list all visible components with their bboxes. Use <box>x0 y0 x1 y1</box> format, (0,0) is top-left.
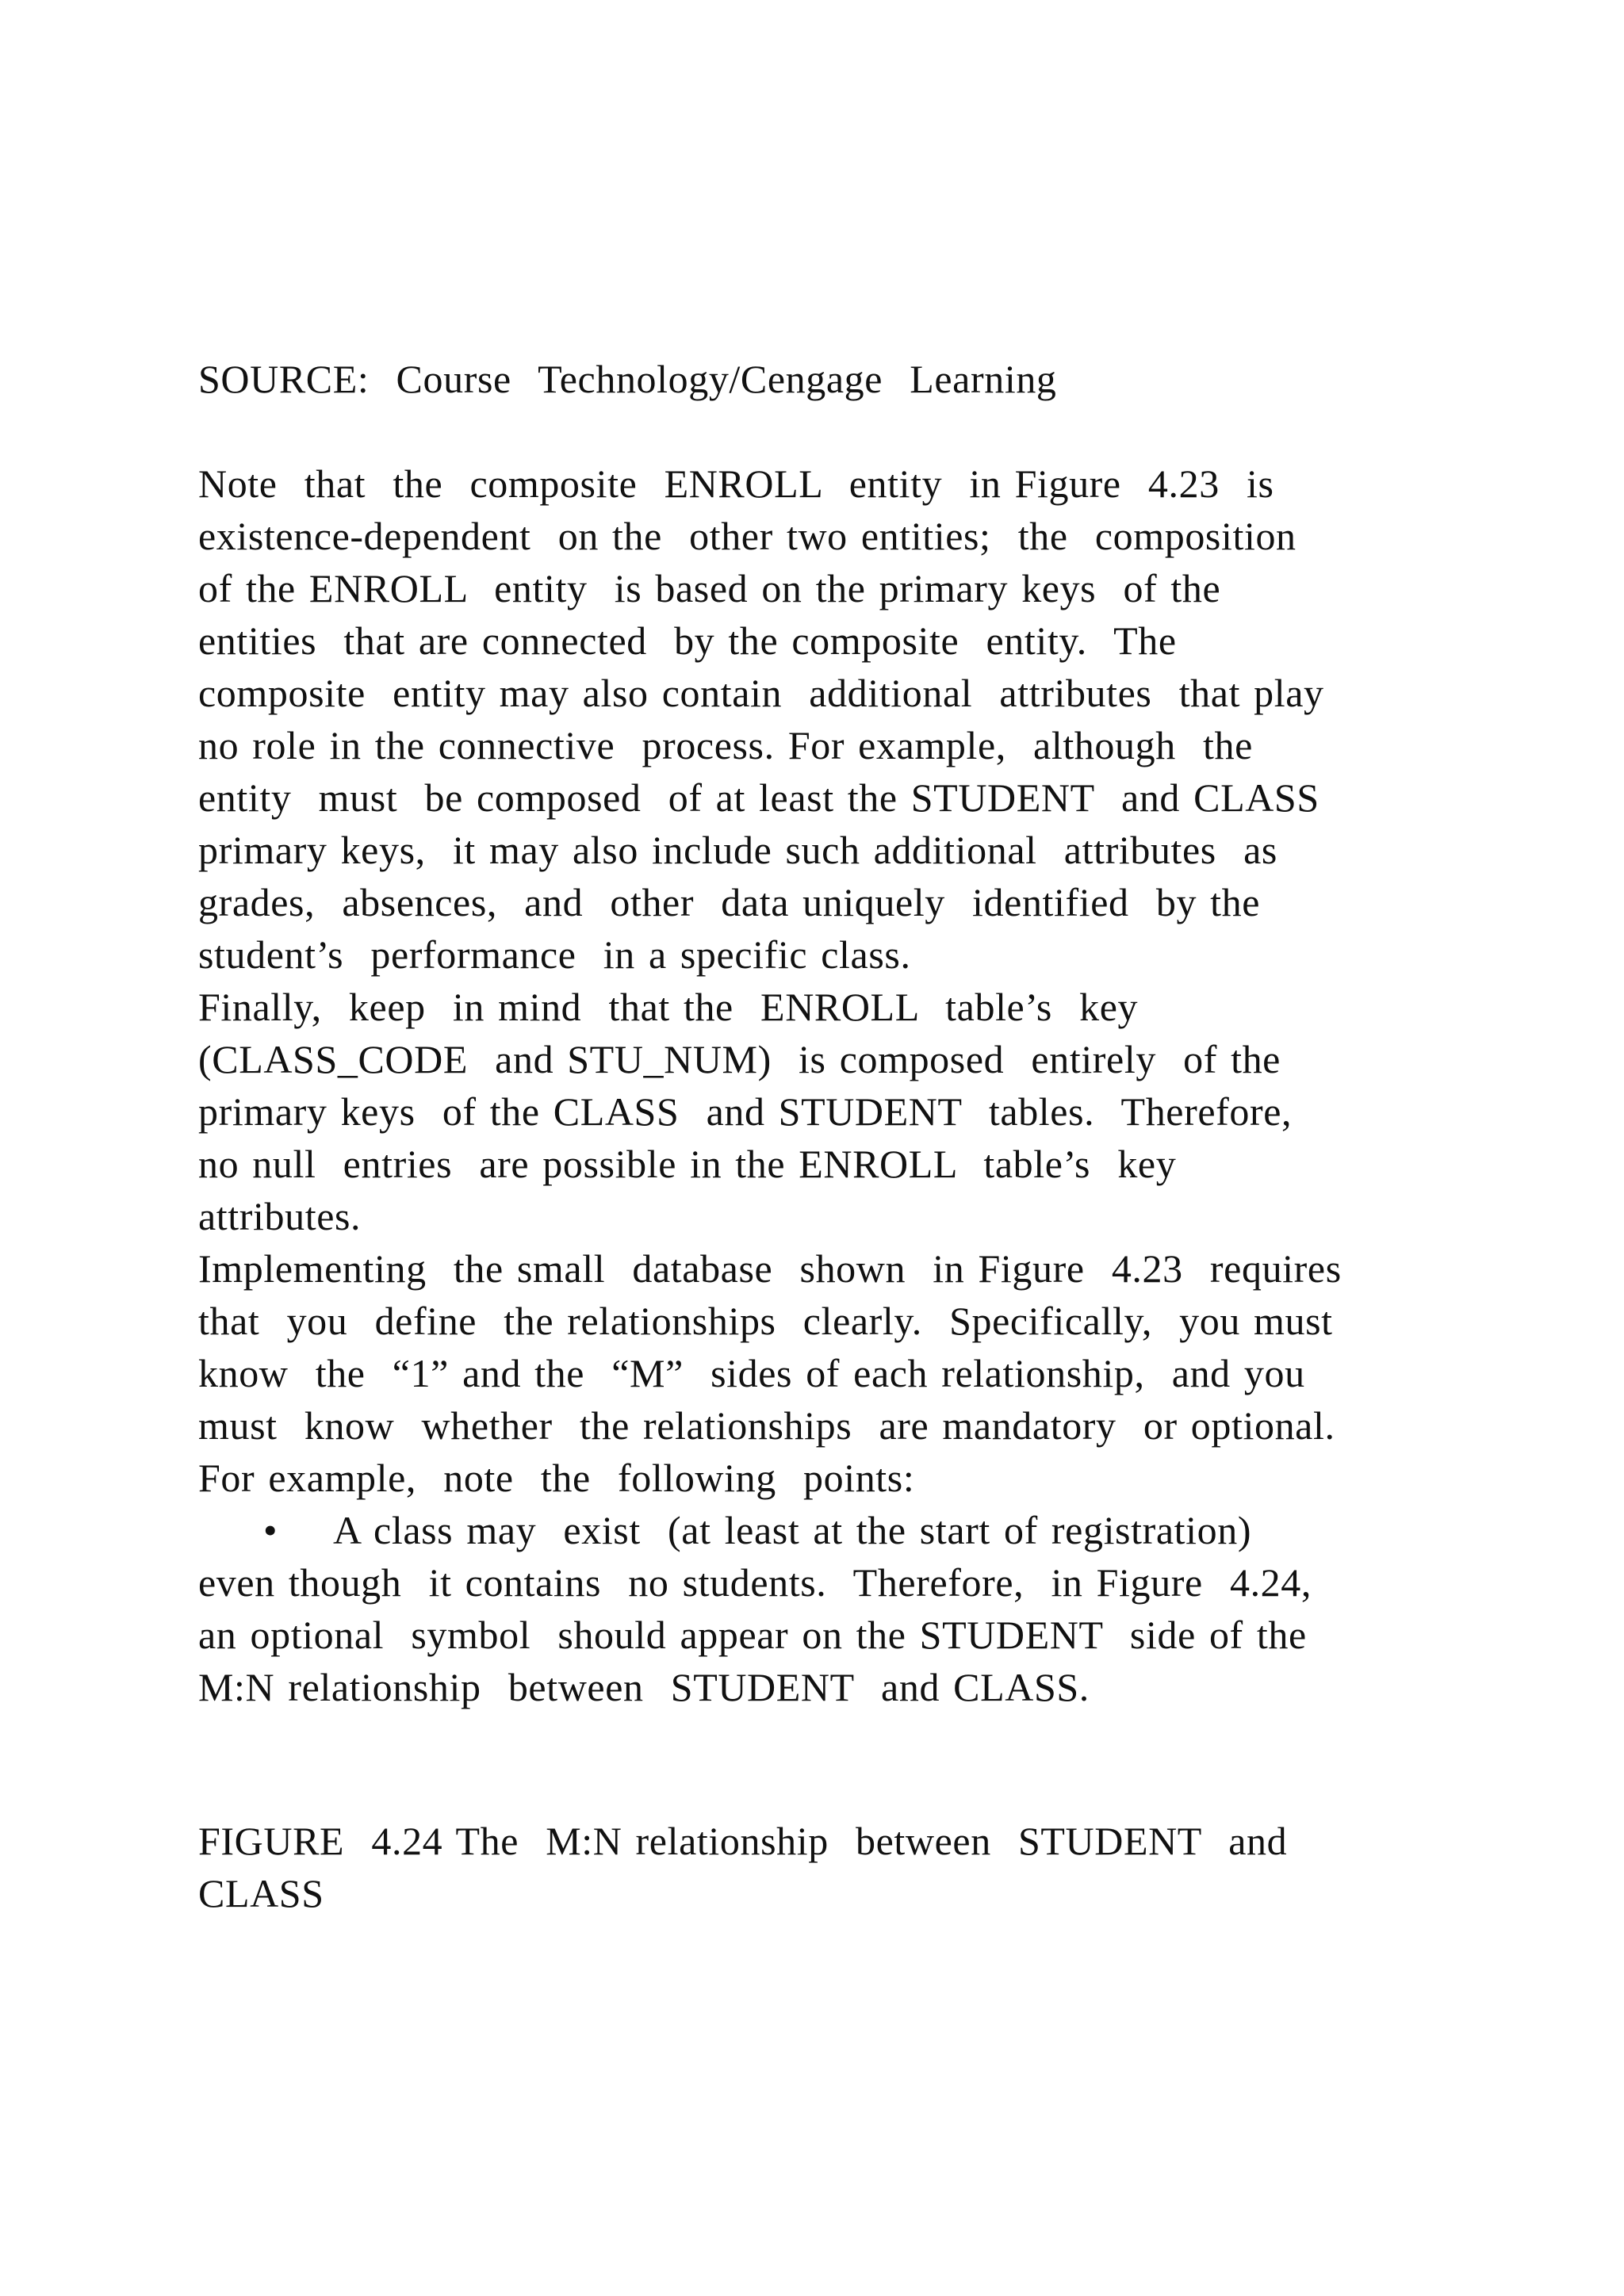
paragraph-1-line: grades, absences, and other data uniquely identified by the <box>198 880 1261 924</box>
paragraph-1-line: Note that the composite ENROLL entity in Figure 4.23 is <box>198 461 1274 506</box>
paragraph-1-line: composite entity may also contain additional attributes that play <box>198 671 1324 715</box>
paragraph-2-line: Finally, keep in mind that the ENROLL table’s key <box>198 985 1139 1029</box>
paragraph-1-line: primary keys, it may also include such additional attributes as <box>198 828 1277 872</box>
paragraph-3-line: must know whether the relationships are mandatory or optional. <box>198 1403 1335 1448</box>
figure-caption-line: CLASS <box>198 1871 324 1915</box>
bullet-line: an optional symbol should appear on the STUDENT side of the <box>198 1613 1307 1657</box>
paragraph-1-line: no role in the connective process. For example, although the <box>198 723 1253 767</box>
paragraph-3-line: For example, note the following points: <box>198 1456 915 1500</box>
bullet-line: even though it contains no students. Therefore, in Figure 4.24, <box>198 1560 1312 1605</box>
bullet-line: M:N relationship between STUDENT and CLASS. <box>198 1665 1090 1709</box>
paragraph-2-line: no null entries are possible in the ENROLL table’s key <box>198 1142 1177 1186</box>
paragraph-3-line: know the “1” and the “M” sides of each relationship, and you <box>198 1351 1305 1395</box>
figure-caption-line: FIGURE 4.24 The M:N relationship between STUDENT and <box>198 1819 1288 1863</box>
paragraph-2-line: attributes. <box>198 1194 362 1238</box>
paragraph-1-line: of the ENROLL entity is based on the primary keys of the <box>198 566 1221 610</box>
source-line: SOURCE: Course Technology/Cengage Learning <box>198 357 1057 401</box>
paragraph-1-line: entity must be composed of at least the STUDENT and CLASS <box>198 775 1320 820</box>
paragraph-3-line: that you define the relationships clearly. Specifically, you must <box>198 1299 1333 1343</box>
paragraph-3-line: Implementing the small database shown in Figure 4.23 requires <box>198 1246 1342 1291</box>
bullet-first-line: A class may exist (at least at the start of registration) <box>333 1508 1252 1552</box>
paragraph-1-line: existence-dependent on the other two entities; the composition <box>198 514 1297 558</box>
bullet-symbol: • <box>263 1508 278 1552</box>
paragraph-2-line: primary keys of the CLASS and STUDENT tables. Therefore, <box>198 1089 1293 1134</box>
paragraph-1-line: entities that are connected by the composite entity. The <box>198 618 1177 663</box>
paragraph-1-line: student’s performance in a specific class. <box>198 932 911 977</box>
paragraph-2-line: (CLASS_CODE and STU_NUM) is composed entirely of the <box>198 1037 1281 1081</box>
